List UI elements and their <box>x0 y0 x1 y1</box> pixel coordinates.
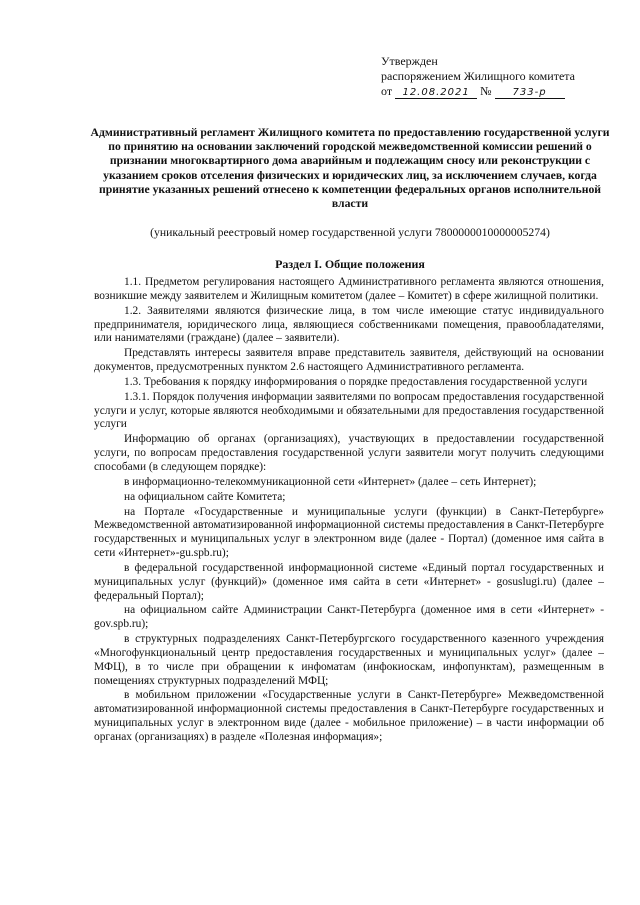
approval-number: 733-р <box>495 85 565 99</box>
number-label: № <box>480 84 492 98</box>
approval-date-number-line <box>381 84 601 99</box>
approved-by-order: распоряжением Жилищного комитета <box>381 69 575 83</box>
paragraph: на официальном сайте Комитета; <box>124 490 286 503</box>
paragraph: в федеральной государственной информационной системе «Единый портал государственных и муниципальных услуг (функций)» (доменное имя сайта в сети «Интернет» - gosuslugi.ru) (далее – федеральный Портал); <box>94 561 604 602</box>
paragraph: на Портале «Государственные и муниципальные услуги (функции) в Санкт-Петербурге» Межведомственной автоматизированной информационной системы предоставления в Санкт-Петербурге государственных и муниципальных услуг в электронном виде (далее - Портал) (доменное имя сайта в сети «Интернет»-gu.spb.ru); <box>94 505 604 560</box>
paragraph: 1.3. Требования к порядку информирования о порядке предоставления государственной услуги <box>124 375 588 388</box>
approval-date: 12.08.2021 <box>395 85 477 99</box>
paragraph: в структурных подразделениях Санкт-Петербургского государственного казенного учреждения «Многофункциональный центр предоставления государственных и муниципальных услуг» (далее – МФЦ), в то числе при обращении к инфоматам (инфокиоскам, инфопунктам), размещенным в помещениях структурных подразделений МФЦ; <box>94 633 604 687</box>
paragraph: Представлять интересы заявителя вправе представитель заявителя, действующий на основании документов, предусмотренных пунктом 2.6 настоящего Административного регламента. <box>94 347 604 374</box>
approval-block <box>381 54 601 99</box>
registry-number: (уникальный реестровый номер государственной услуги 7800000010000005274) <box>150 226 550 239</box>
paragraph: в мобильном приложении «Государственные услуги в Санкт-Петербурге» Межведомственной автоматизированной информационной системы предоставления в Санкт-Петербурге государственных и муниципальных услуг в электронном виде (далее - мобильное приложение) – в части информации об органах (организациях) в разделе «Полезная информация»; <box>94 689 604 743</box>
section-title: Раздел I. Общие положения <box>275 257 425 271</box>
approved-label: Утвержден <box>381 54 438 68</box>
paragraph: 1.2. Заявителями являются физические лица, в том числе имеющие статус индивидуального предпринимателя, юридического лица, являющиеся собственниками помещения, правообладателями, или нанимателями (граждане) (далее – заявители). <box>94 304 604 345</box>
document-title: Административный регламент Жилищного комитета по предоставлению государственной услуги по принятию на основании заключений городской межведомственной комиссии решений о признании многоквартирного дома аварийным и подлежащим сносу или реконструкции с указанием сроков отселения физических и юридических лиц, за исключением случаев, когда принятие указанных решений отнесено к компетенции федеральных органов исполнительной власти <box>90 126 610 211</box>
from-label: от <box>381 84 393 98</box>
paragraph: Информацию об органах (организациях), участвующих в предоставлении государственной услуги, по вопросам предоставления государственной услуги заявители могут получить следующими способами (в следующем порядке): <box>94 433 604 473</box>
document-body <box>94 276 604 745</box>
paragraph: на официальном сайте Администрации Санкт-Петербурга (доменное имя в сети «Интернет» - gov.spb.ru); <box>94 604 604 631</box>
paragraph: 1.1. Предметом регулирования настоящего Административного регламента являются отношения, возникшие между заявителем и Жилищным комитетом (далее – Комитет) в сфере жилищной политики. <box>94 276 604 302</box>
paragraph: в информационно-телекоммуникационной сети «Интернет» (далее – сеть Интернет); <box>124 475 537 488</box>
paragraph: 1.3.1. Порядок получения информации заявителями по вопросам предоставления государственной услуги и услуг, которые являются необходимыми и обязательными для предоставления государственной услуги <box>94 390 604 431</box>
